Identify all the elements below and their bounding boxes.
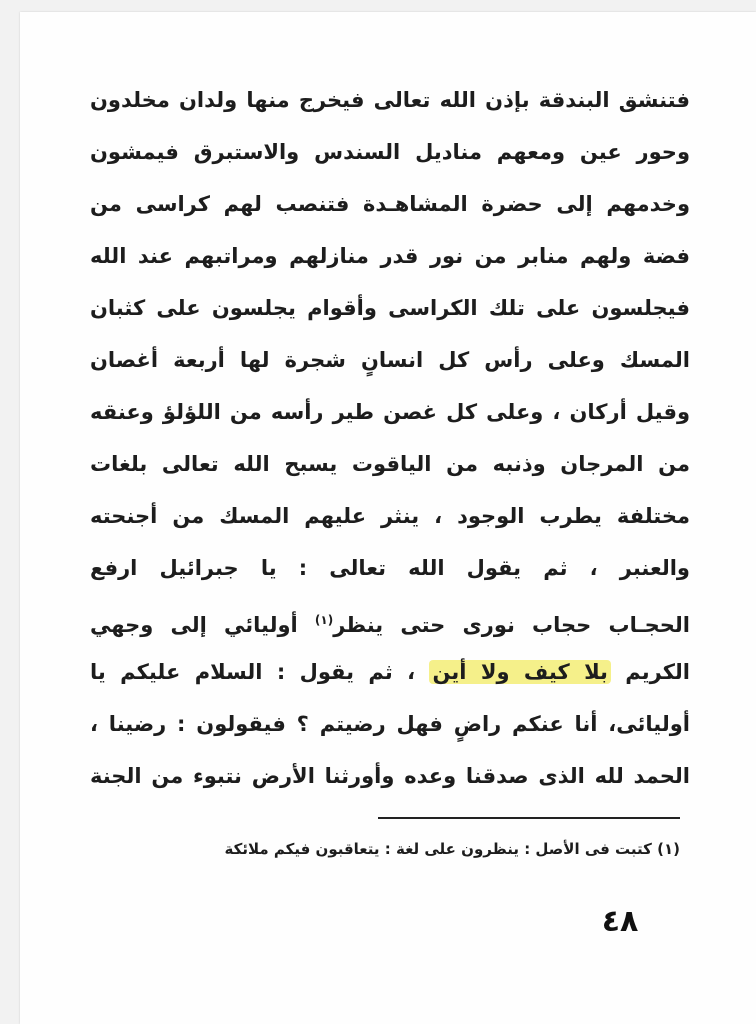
text-line: فتنشق البندقة بإذن الله تعالى فيخرج منها ولدان مخلدون xyxy=(90,88,690,112)
line-segment: أوليائي إلى وجهي xyxy=(90,613,298,637)
text-line: مختلفة يطرب الوجود ، ينثر عليهم المسك من أجنحته xyxy=(90,504,690,528)
text-line-with-footnote-marker xyxy=(90,594,690,646)
text-line: من المرجان وذنبه من الياقوت يسبح الله تعالى بلغات xyxy=(90,452,690,476)
line-segment: الحجـاب حجاب نورى حتى ينظر xyxy=(333,613,691,637)
text-line: وخدمهم إلى حضرة المشاهـدة فتنصب لهم كراسى من xyxy=(90,192,690,216)
text-line-with-highlight xyxy=(90,646,690,698)
text-line: أوليائى، أنا عنكم راضٍ فهل رضيتم ؟ فيقولون : رضينا ، xyxy=(90,712,690,736)
footnote-marker: (١) xyxy=(314,613,334,627)
page-number: ٤٨ xyxy=(601,904,639,939)
footnote-divider xyxy=(378,817,680,819)
text-line: والعنبر ، ثم يقول الله تعالى : يا جبرائيل ارفع xyxy=(90,556,690,580)
footnote: (١) كتبت فى الأصل : ينظرون على لغة : يتعاقبون فيكم ملائكة xyxy=(224,840,680,858)
line-segment: ، ثم يقول : السلام عليكم يا xyxy=(90,660,416,684)
text-line: المسك وعلى رأس كل انسانٍ شجرة لها أربعة أغصان xyxy=(90,348,690,372)
text-line: وحور عين ومعهم مناديل السندس والاستبرق فيمشون xyxy=(90,140,690,164)
body-text xyxy=(90,74,690,802)
text-line: وقيل أركان ، وعلى كل غصن طير رأسه من اللؤلؤ وعنقه xyxy=(90,400,690,424)
text-line: فيجلسون على تلك الكراسى وأقوام يجلسون على كثبان xyxy=(90,296,690,320)
line-segment: الكريم xyxy=(625,660,690,684)
text-line: فضة ولهم منابر من نور قدر منازلهم ومراتبهم عند الله xyxy=(90,244,690,268)
text-line: الحمد لله الذى صدقنا وعده وأورثنا الأرض نتبوء من الجنة xyxy=(90,764,690,788)
scanned-page xyxy=(20,12,756,1024)
highlighted-phrase: بلا كيف ولا أين xyxy=(429,660,610,684)
